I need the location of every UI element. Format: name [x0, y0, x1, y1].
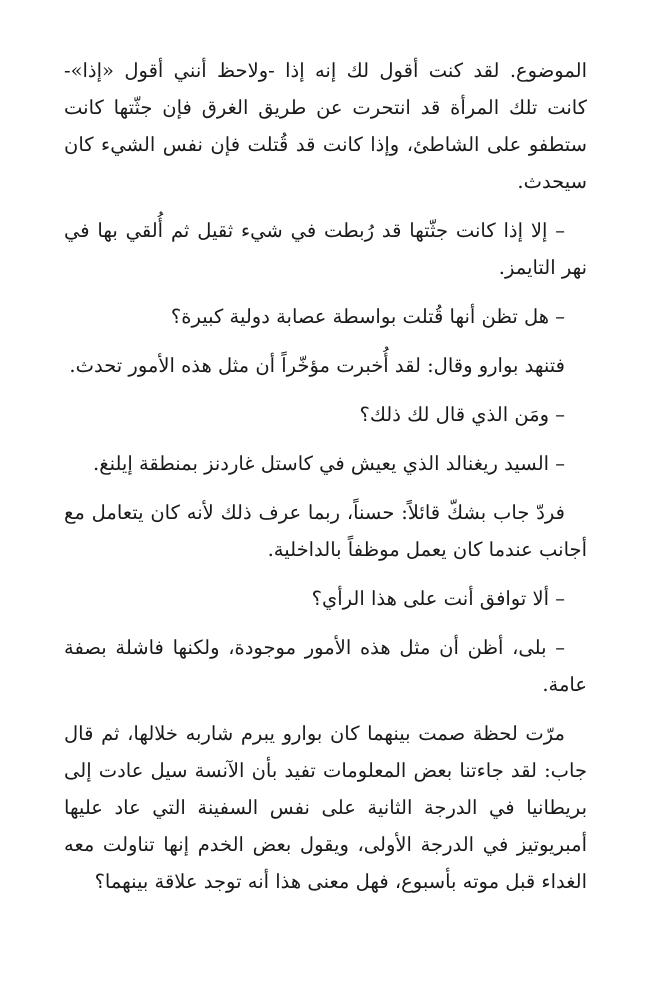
- paragraph-1: الموضوع. لقد كنت أقول لك إنه إذا -ولاحظ أنني أقول «إذا»- كانت تلك المرأة قد انتحرت عن طريق الغرق فإن جثّتها كانت ستطفو على الشاطئ، وإذا كانت قد قُتلت فإن نفس الشيء كان سيحدث.: [64, 59, 587, 193]
- book-page: [64, 52, 587, 912]
- paragraph-9: – بلى، أظن أن مثل هذه الأمور موجودة، ولكنها فاشلة بصفة عامة.: [64, 636, 587, 696]
- paragraph-2: – إلا إذا كانت جثّتها قد رُبطت في شيء ثقيل ثم أُلقي بها في نهر التايمز.: [64, 219, 587, 279]
- paragraph-10: مرّت لحظة صمت بينهما كان بوارو يبرم شاربه خلالها، ثم قال جاب: لقد جاءتنا بعض المعلومات تفيد بأن الآنسة سيل عادت إلى بريطانيا في الدرجة الثانية على نفس السفينة التي عاد عليها أمبريوتيز في الدرجة الأولى، ويقول بعض الخدم إنها تناولت معه الغداء قبل موته بأسبوع، فهل معنى هذا أنه توجد علاقة بينهما؟: [64, 722, 587, 893]
- paragraph-8: – ألا توافق أنت على هذا الرأي؟: [311, 587, 565, 610]
- paragraph-6: – السيد ريغنالد الذي يعيش في كاستل غاردنز بمنطقة إيلنغ.: [93, 452, 565, 475]
- paragraph-3: – هل تظن أنها قُتلت بواسطة عصابة دولية كبيرة؟: [170, 305, 565, 328]
- paragraph-4: فتنهد بوارو وقال: لقد أُخبرت مؤخّراً أن مثل هذه الأمور تحدث.: [69, 354, 565, 377]
- paragraph-7: فردّ جاب بشكّ قائلاً: حسناً، ربما عرف ذلك لأنه كان يتعامل مع أجانب عندما كان يعمل موظفاً بالداخلية.: [64, 501, 587, 561]
- paragraph-5: – ومَن الذي قال لك ذلك؟: [359, 403, 565, 426]
